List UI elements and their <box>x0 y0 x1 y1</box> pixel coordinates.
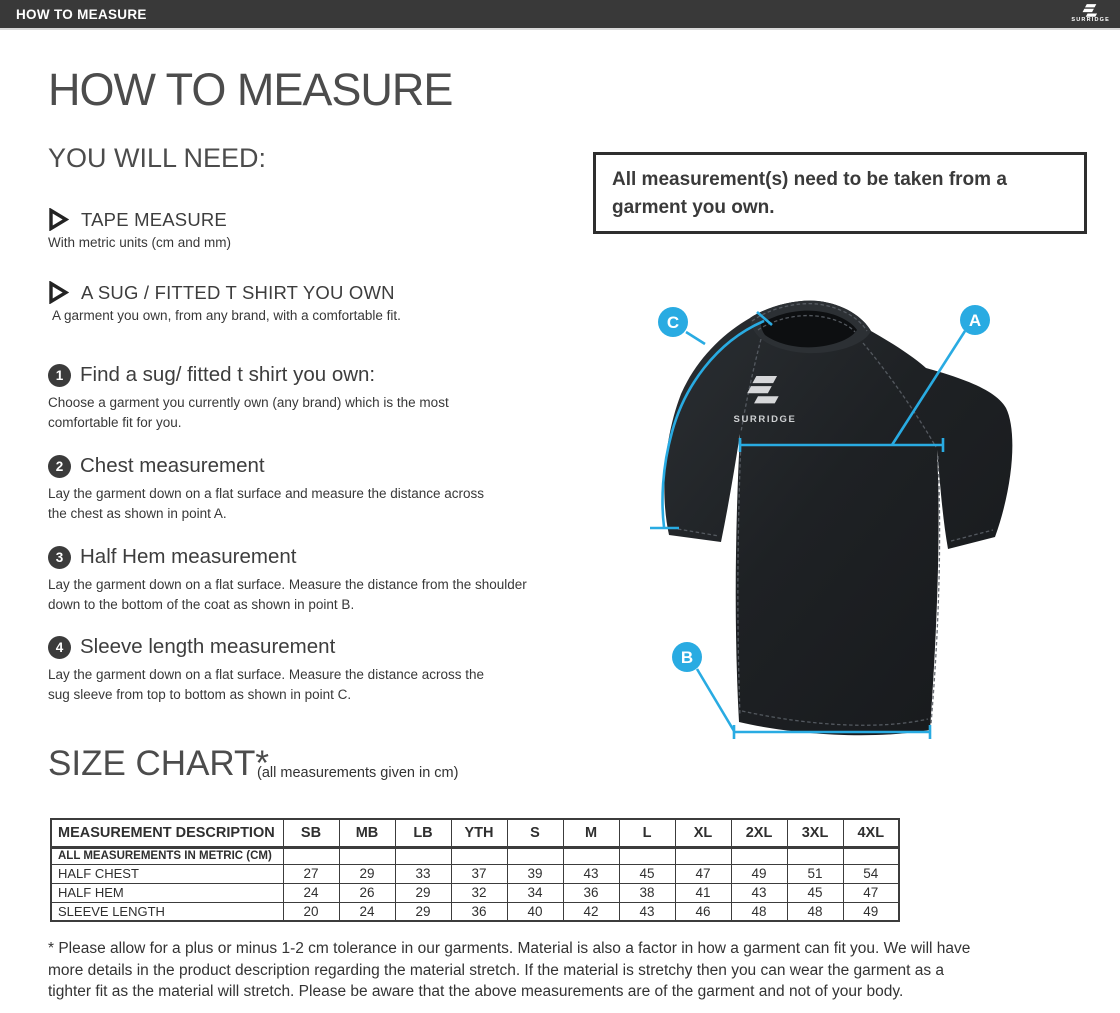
step-description: Lay the garment down on a flat surface. Measure the distance from the shoulder down to the bottom of the coat as shown in point B. <box>48 577 527 613</box>
step-4 <box>48 635 484 706</box>
size-cell: 20 <box>283 902 339 921</box>
size-cell: 41 <box>675 883 731 902</box>
row-label: HALF CHEST <box>51 864 283 883</box>
size-cell: 24 <box>339 902 395 921</box>
need-item-description: With metric units (cm and mm) <box>48 235 232 250</box>
size-cell: 32 <box>451 883 507 902</box>
label-c-text: C <box>666 313 680 332</box>
size-cell: 46 <box>675 902 731 921</box>
column-header: MB <box>339 819 395 847</box>
size-cell: 43 <box>563 864 619 883</box>
need-item-label: TAPE MEASURE <box>81 208 227 230</box>
metric-note-row <box>51 847 899 864</box>
size-cell: 54 <box>843 864 899 883</box>
size-cell: 45 <box>787 883 843 902</box>
footnote-line: more details in the product description regarding the material stretch. If the material is stretchy then you can wear the garment as a <box>48 961 945 979</box>
tolerance-footnote <box>48 938 1098 1003</box>
size-cell: 34 <box>507 883 563 902</box>
surridge-logo-text: SURRIDGE <box>1071 17 1110 24</box>
size-cell: 36 <box>451 902 507 921</box>
table-row <box>51 902 899 921</box>
column-header: 2XL <box>731 819 787 847</box>
top-bar-title: HOW TO MEASURE <box>16 6 147 22</box>
step-1 <box>48 363 449 434</box>
size-chart-table <box>50 818 900 922</box>
step-number-badge: 4 <box>48 636 71 659</box>
column-header: S <box>507 819 563 847</box>
column-header: LB <box>395 819 451 847</box>
measurement-line-b <box>697 669 734 731</box>
step-title: Chest measurement <box>80 454 265 477</box>
step-3 <box>48 545 527 616</box>
table-row <box>51 864 899 883</box>
size-cell: 26 <box>339 883 395 902</box>
size-cell: 51 <box>787 864 843 883</box>
callout-box: All measurement(s) need to be taken from a garment you own. <box>593 152 1087 234</box>
size-cell: 27 <box>283 864 339 883</box>
size-cell: 39 <box>507 864 563 883</box>
need-item-garment <box>48 281 401 323</box>
tshirt-brand-text: SURRIDGE <box>733 414 797 425</box>
step-number-badge: 3 <box>48 546 71 569</box>
top-bar <box>0 0 1120 30</box>
tshirt <box>664 301 1012 736</box>
tshirt-body <box>664 301 1012 736</box>
size-cell: 38 <box>619 883 675 902</box>
table-row <box>51 883 899 902</box>
size-cell: 47 <box>675 864 731 883</box>
step-description: Lay the garment down on a flat surface and measure the distance across the chest as shown in point A. <box>48 486 485 522</box>
size-cell: 43 <box>619 902 675 921</box>
footnote-line: tighter fit as the material will stretch. Please be aware that the above measurements are of the garment and not of your body. <box>48 983 904 1001</box>
size-cell: 49 <box>843 902 899 921</box>
label-a-text: A <box>968 311 982 330</box>
footnote-line: * Please allow for a plus or minus 1-2 cm tolerance in our garments. Material is also a factor in how a garment can fit you. We will have <box>48 940 971 957</box>
surridge-logo <box>1071 4 1110 24</box>
metric-note-cell: ALL MEASUREMENTS IN METRIC (CM) <box>51 847 283 864</box>
column-header: MEASUREMENT DESCRIPTION <box>51 819 283 847</box>
column-header: 3XL <box>787 819 843 847</box>
step-number-badge: 2 <box>48 455 71 478</box>
size-cell: 29 <box>339 864 395 883</box>
size-cell: 40 <box>507 902 563 921</box>
triangle-bullet-icon <box>48 281 69 304</box>
size-cell: 42 <box>563 902 619 921</box>
size-chart-header-row <box>51 819 899 847</box>
tshirt-graphic <box>600 280 1120 810</box>
size-cell: 24 <box>283 883 339 902</box>
row-label: SLEEVE LENGTH <box>51 902 283 921</box>
column-header: L <box>619 819 675 847</box>
size-chart-subtitle: (all measurements given in cm) <box>257 765 459 781</box>
row-label: HALF HEM <box>51 883 283 902</box>
size-cell: 29 <box>395 883 451 902</box>
step-2 <box>48 454 484 525</box>
size-cell: 43 <box>731 883 787 902</box>
size-cell: 49 <box>731 864 787 883</box>
size-cell: 47 <box>843 883 899 902</box>
size-cell: 48 <box>787 902 843 921</box>
size-cell: 36 <box>563 883 619 902</box>
step-number-badge: 1 <box>48 364 71 387</box>
need-item-description: A garment you own, from any brand, with a comfortable fit. <box>52 308 401 323</box>
page-title: HOW TO MEASURE <box>48 64 453 115</box>
column-header: 4XL <box>843 819 899 847</box>
step-title: Find a sug/ fitted t shirt you own: <box>80 363 376 386</box>
need-item-label: A SUG / FITTED T SHIRT YOU OWN <box>81 281 395 303</box>
size-cell: 33 <box>395 864 451 883</box>
surridge-s-icon <box>1082 4 1099 17</box>
step-description: Lay the garment down on a flat surface. Measure the distance across the sug sleeve from top to bottom as shown in point C. <box>48 667 484 703</box>
column-header: YTH <box>451 819 507 847</box>
you-will-need-heading: YOU WILL NEED: <box>48 143 267 173</box>
triangle-bullet-icon <box>48 208 69 231</box>
column-header: SB <box>283 819 339 847</box>
size-cell: 48 <box>731 902 787 921</box>
size-cell: 29 <box>395 902 451 921</box>
tshirt-measurement-diagram <box>600 280 1120 810</box>
size-chart-heading: SIZE CHART* <box>48 744 270 783</box>
column-header: M <box>563 819 619 847</box>
step-title: Half Hem measurement <box>80 545 297 568</box>
step-description: Choose a garment you currently own (any brand) which is the most comfortable fit for you. <box>48 395 449 431</box>
step-title: Sleeve length measurement <box>80 635 336 658</box>
size-cell: 37 <box>451 864 507 883</box>
column-header: XL <box>675 819 731 847</box>
size-cell: 45 <box>619 864 675 883</box>
label-b-text: B <box>680 648 694 667</box>
need-item-tape-measure <box>48 208 231 250</box>
